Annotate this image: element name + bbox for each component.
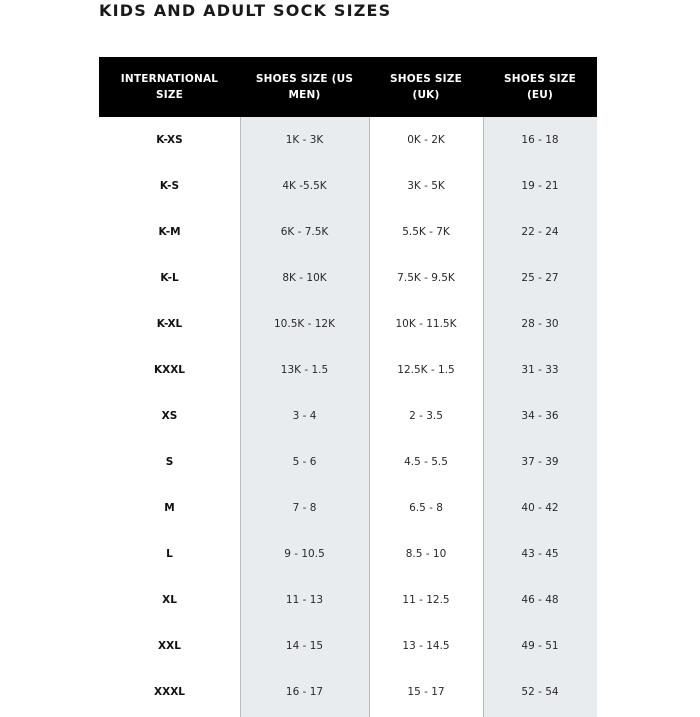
uk-size-cell: 0K - 2K bbox=[407, 134, 445, 146]
eu-size-cell: 25 - 27 bbox=[521, 272, 559, 284]
uk-size-cell: 3K - 5K bbox=[407, 180, 445, 192]
us-size-cell: 13K - 1.5 bbox=[280, 364, 329, 376]
international-size-cell: M bbox=[164, 502, 175, 514]
us-size-cell: 10.5K - 12K bbox=[274, 318, 335, 330]
international-size-cell: K-XL bbox=[156, 318, 183, 330]
uk-size-cell: 15 - 17 bbox=[407, 686, 445, 698]
eu-size-cell: 22 - 24 bbox=[521, 226, 559, 238]
us-size-cell: 4K -5.5K bbox=[282, 180, 327, 192]
eu-size-cell: 49 - 51 bbox=[521, 640, 559, 652]
header-us-men-size bbox=[240, 57, 369, 117]
header-us-men-line1: SHOES SIZE (US bbox=[255, 73, 354, 85]
uk-size-cell: 2 - 3.5 bbox=[409, 410, 443, 422]
uk-size-cell: 5.5K - 7K bbox=[402, 226, 450, 238]
table-row bbox=[99, 531, 597, 577]
table-row bbox=[99, 255, 597, 301]
table-header bbox=[99, 57, 597, 117]
uk-size-cell: 11 - 12.5 bbox=[402, 594, 450, 606]
table-row bbox=[99, 393, 597, 439]
international-size-cell: K-XS bbox=[156, 134, 183, 146]
eu-size-cell: 40 - 42 bbox=[521, 502, 559, 514]
international-size-cell: XS bbox=[161, 410, 178, 422]
size-table bbox=[99, 57, 597, 717]
us-size-cell: 16 - 17 bbox=[285, 686, 324, 698]
international-size-cell: L bbox=[166, 548, 173, 560]
eu-size-cell: 28 - 30 bbox=[521, 318, 559, 330]
uk-size-cell: 10K - 11.5K bbox=[395, 318, 457, 330]
table-row bbox=[99, 163, 597, 209]
eu-size-cell: 31 - 33 bbox=[521, 364, 559, 376]
eu-size-cell: 52 - 54 bbox=[521, 686, 559, 698]
uk-size-cell: 7.5K - 9.5K bbox=[397, 272, 455, 284]
us-size-cell: 9 - 10.5 bbox=[284, 548, 325, 560]
international-size-cell: K-L bbox=[160, 272, 179, 284]
us-size-cell: 6K - 7.5K bbox=[280, 226, 329, 238]
us-size-cell: 7 - 8 bbox=[292, 502, 317, 514]
international-size-cell: K-S bbox=[159, 180, 180, 192]
eu-size-cell: 34 - 36 bbox=[521, 410, 559, 422]
uk-size-cell: 12.5K - 1.5 bbox=[397, 364, 455, 376]
us-size-cell: 14 - 15 bbox=[285, 640, 324, 652]
international-size-cell: XL bbox=[162, 594, 177, 606]
international-size-cell: K-M bbox=[158, 226, 181, 238]
header-international-line1: INTERNATIONAL bbox=[120, 73, 219, 85]
uk-size-cell: 13 - 14.5 bbox=[402, 640, 450, 652]
header-eu-line2: (EU) bbox=[526, 89, 554, 101]
header-us-men-line2: MEN) bbox=[288, 89, 321, 101]
table-row bbox=[99, 485, 597, 531]
table-row bbox=[99, 117, 597, 163]
uk-size-cell: 8.5 - 10 bbox=[405, 548, 447, 560]
international-size-cell: S bbox=[165, 456, 174, 468]
us-size-cell: 3 - 4 bbox=[292, 410, 317, 422]
header-eu-line1: SHOES SIZE bbox=[504, 73, 576, 85]
eu-size-cell: 37 - 39 bbox=[521, 456, 559, 468]
us-size-cell: 1K - 3K bbox=[285, 134, 324, 146]
uk-size-cell: 6.5 - 8 bbox=[409, 502, 443, 514]
us-size-cell: 11 - 13 bbox=[285, 594, 324, 606]
header-international-line2: SIZE bbox=[155, 89, 184, 101]
header-uk-line1: SHOES SIZE bbox=[390, 73, 462, 85]
us-size-cell: 5 - 6 bbox=[292, 456, 317, 468]
header-eu-size bbox=[483, 57, 597, 117]
uk-size-cell: 4.5 - 5.5 bbox=[404, 456, 448, 468]
eu-size-cell: 19 - 21 bbox=[521, 180, 559, 192]
table-row bbox=[99, 209, 597, 255]
header-uk-line2: (UK) bbox=[412, 89, 440, 101]
eu-size-cell: 43 - 45 bbox=[521, 548, 559, 560]
international-size-cell: KXXL bbox=[153, 364, 186, 376]
page-title: KIDS AND ADULT SOCK SIZES bbox=[99, 1, 392, 20]
header-international-size bbox=[99, 57, 240, 117]
header-uk-size bbox=[369, 57, 483, 117]
international-size-cell: XXXL bbox=[154, 686, 185, 698]
eu-size-cell: 46 - 48 bbox=[521, 594, 559, 606]
table-row bbox=[99, 439, 597, 485]
us-size-cell: 8K - 10K bbox=[282, 272, 327, 284]
table-row bbox=[99, 577, 597, 623]
table-row bbox=[99, 347, 597, 393]
eu-size-cell: 16 - 18 bbox=[521, 134, 559, 146]
table-row bbox=[99, 301, 597, 347]
table-row bbox=[99, 669, 597, 715]
table-row bbox=[99, 623, 597, 669]
international-size-cell: XXL bbox=[158, 640, 181, 652]
